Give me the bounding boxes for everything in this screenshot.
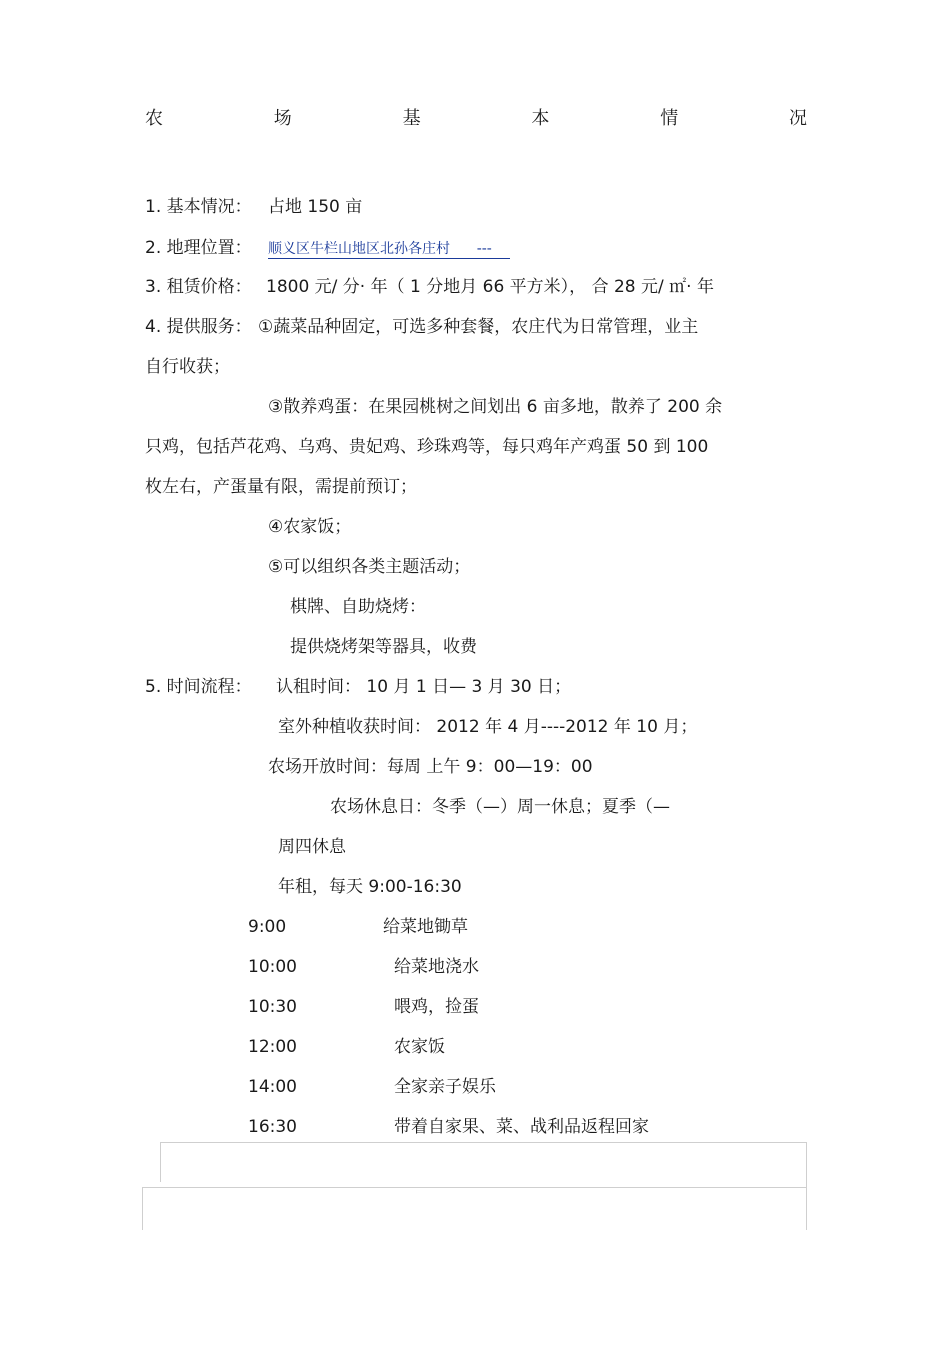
schedule-task: 给菜地锄草 xyxy=(383,917,468,937)
schedule-time: 10:00 xyxy=(248,957,297,977)
planting-line: 室外种植收获时间： 2012 年 4 月----2012 年 10 月； xyxy=(278,717,698,737)
timeline-label: 5. 时间流程： xyxy=(145,677,252,697)
title-char: 情 xyxy=(660,108,679,129)
schedule-task: 农家饭 xyxy=(394,1037,445,1057)
title-char: 农 xyxy=(145,108,163,129)
rest-day-line1: 农场休息日：冬季（—）周一休息；夏季（— xyxy=(330,797,670,817)
rent-value: 1800 元/ 分· 年（ 1 分地月 66 平方米）， 合 28 元/ ㎡· 年 xyxy=(266,277,714,297)
schedule-task: 给菜地浇水 xyxy=(394,957,479,977)
schedule-time: 9:00 xyxy=(248,917,287,937)
meal-line: ④农家饭； xyxy=(268,517,352,537)
location-suffix: --- xyxy=(476,241,492,257)
basic-value: 占地 150 亩 xyxy=(268,197,363,217)
title-char: 况 xyxy=(788,108,807,129)
schedule-time: 12:00 xyxy=(248,1037,297,1057)
schedule-time: 10:30 xyxy=(248,997,297,1017)
rent-label: 3. 租赁价格： xyxy=(145,277,252,297)
services-line2: 自行收获； xyxy=(145,357,230,377)
rest-day-line2: 周四休息 xyxy=(278,837,346,857)
rent-time-line: 认租时间： 10 月 1 日— 3 月 30 日； xyxy=(276,677,572,697)
basic-label: 1. 基本情况： xyxy=(145,197,252,217)
open-hours-line: 农场开放时间：每周 上午 9：00—19：00 xyxy=(268,757,593,777)
schedule-task: 喂鸡，捡蛋 xyxy=(394,997,479,1017)
title-char: 本 xyxy=(531,108,550,129)
services-line1: ①蔬菜品种固定，可选多种套餐，农庄代为日常管理，业主 xyxy=(258,317,699,337)
location-link[interactable] xyxy=(268,241,510,259)
location-value-wrap xyxy=(268,236,510,261)
table-border-mid xyxy=(142,1187,807,1188)
schedule-time: 14:00 xyxy=(248,1077,297,1097)
eggs-line1: ③散养鸡蛋：在果园桃树之间划出 6 亩多地，散养了 200 余 xyxy=(268,397,723,417)
eggs-line3: 枚左右，产蛋量有限，需提前预订； xyxy=(145,477,417,497)
location-label: 2. 地理位置： xyxy=(145,238,252,258)
services-label: 4. 提供服务： xyxy=(145,317,252,337)
schedule-time: 16:30 xyxy=(248,1117,297,1137)
title-char: 场 xyxy=(273,108,292,129)
bbq-line: 提供烧烤架等器具，收费 xyxy=(290,637,477,657)
table-border-top xyxy=(160,1142,807,1143)
table-border-right xyxy=(806,1142,807,1230)
title-char: 基 xyxy=(402,108,421,129)
schedule-task: 带着自家果、菜、战利品返程回家 xyxy=(394,1117,649,1137)
annual-line: 年租，每天 9:00-16:30 xyxy=(278,877,462,897)
page-title xyxy=(145,104,807,130)
chess-line: 棋牌、自助烧烤： xyxy=(290,597,426,617)
location-value: 顺义区牛栏山地区北孙各庄村 xyxy=(268,241,450,257)
schedule-task: 全家亲子娱乐 xyxy=(394,1077,496,1097)
table-border-left-lower xyxy=(142,1187,143,1230)
table-border-left xyxy=(160,1142,161,1182)
activities-line: ⑤可以组织各类主题活动； xyxy=(268,557,471,577)
eggs-line2: 只鸡，包括芦花鸡、乌鸡、贵妃鸡、珍珠鸡等，每只鸡年产鸡蛋 50 到 100 xyxy=(145,437,709,457)
